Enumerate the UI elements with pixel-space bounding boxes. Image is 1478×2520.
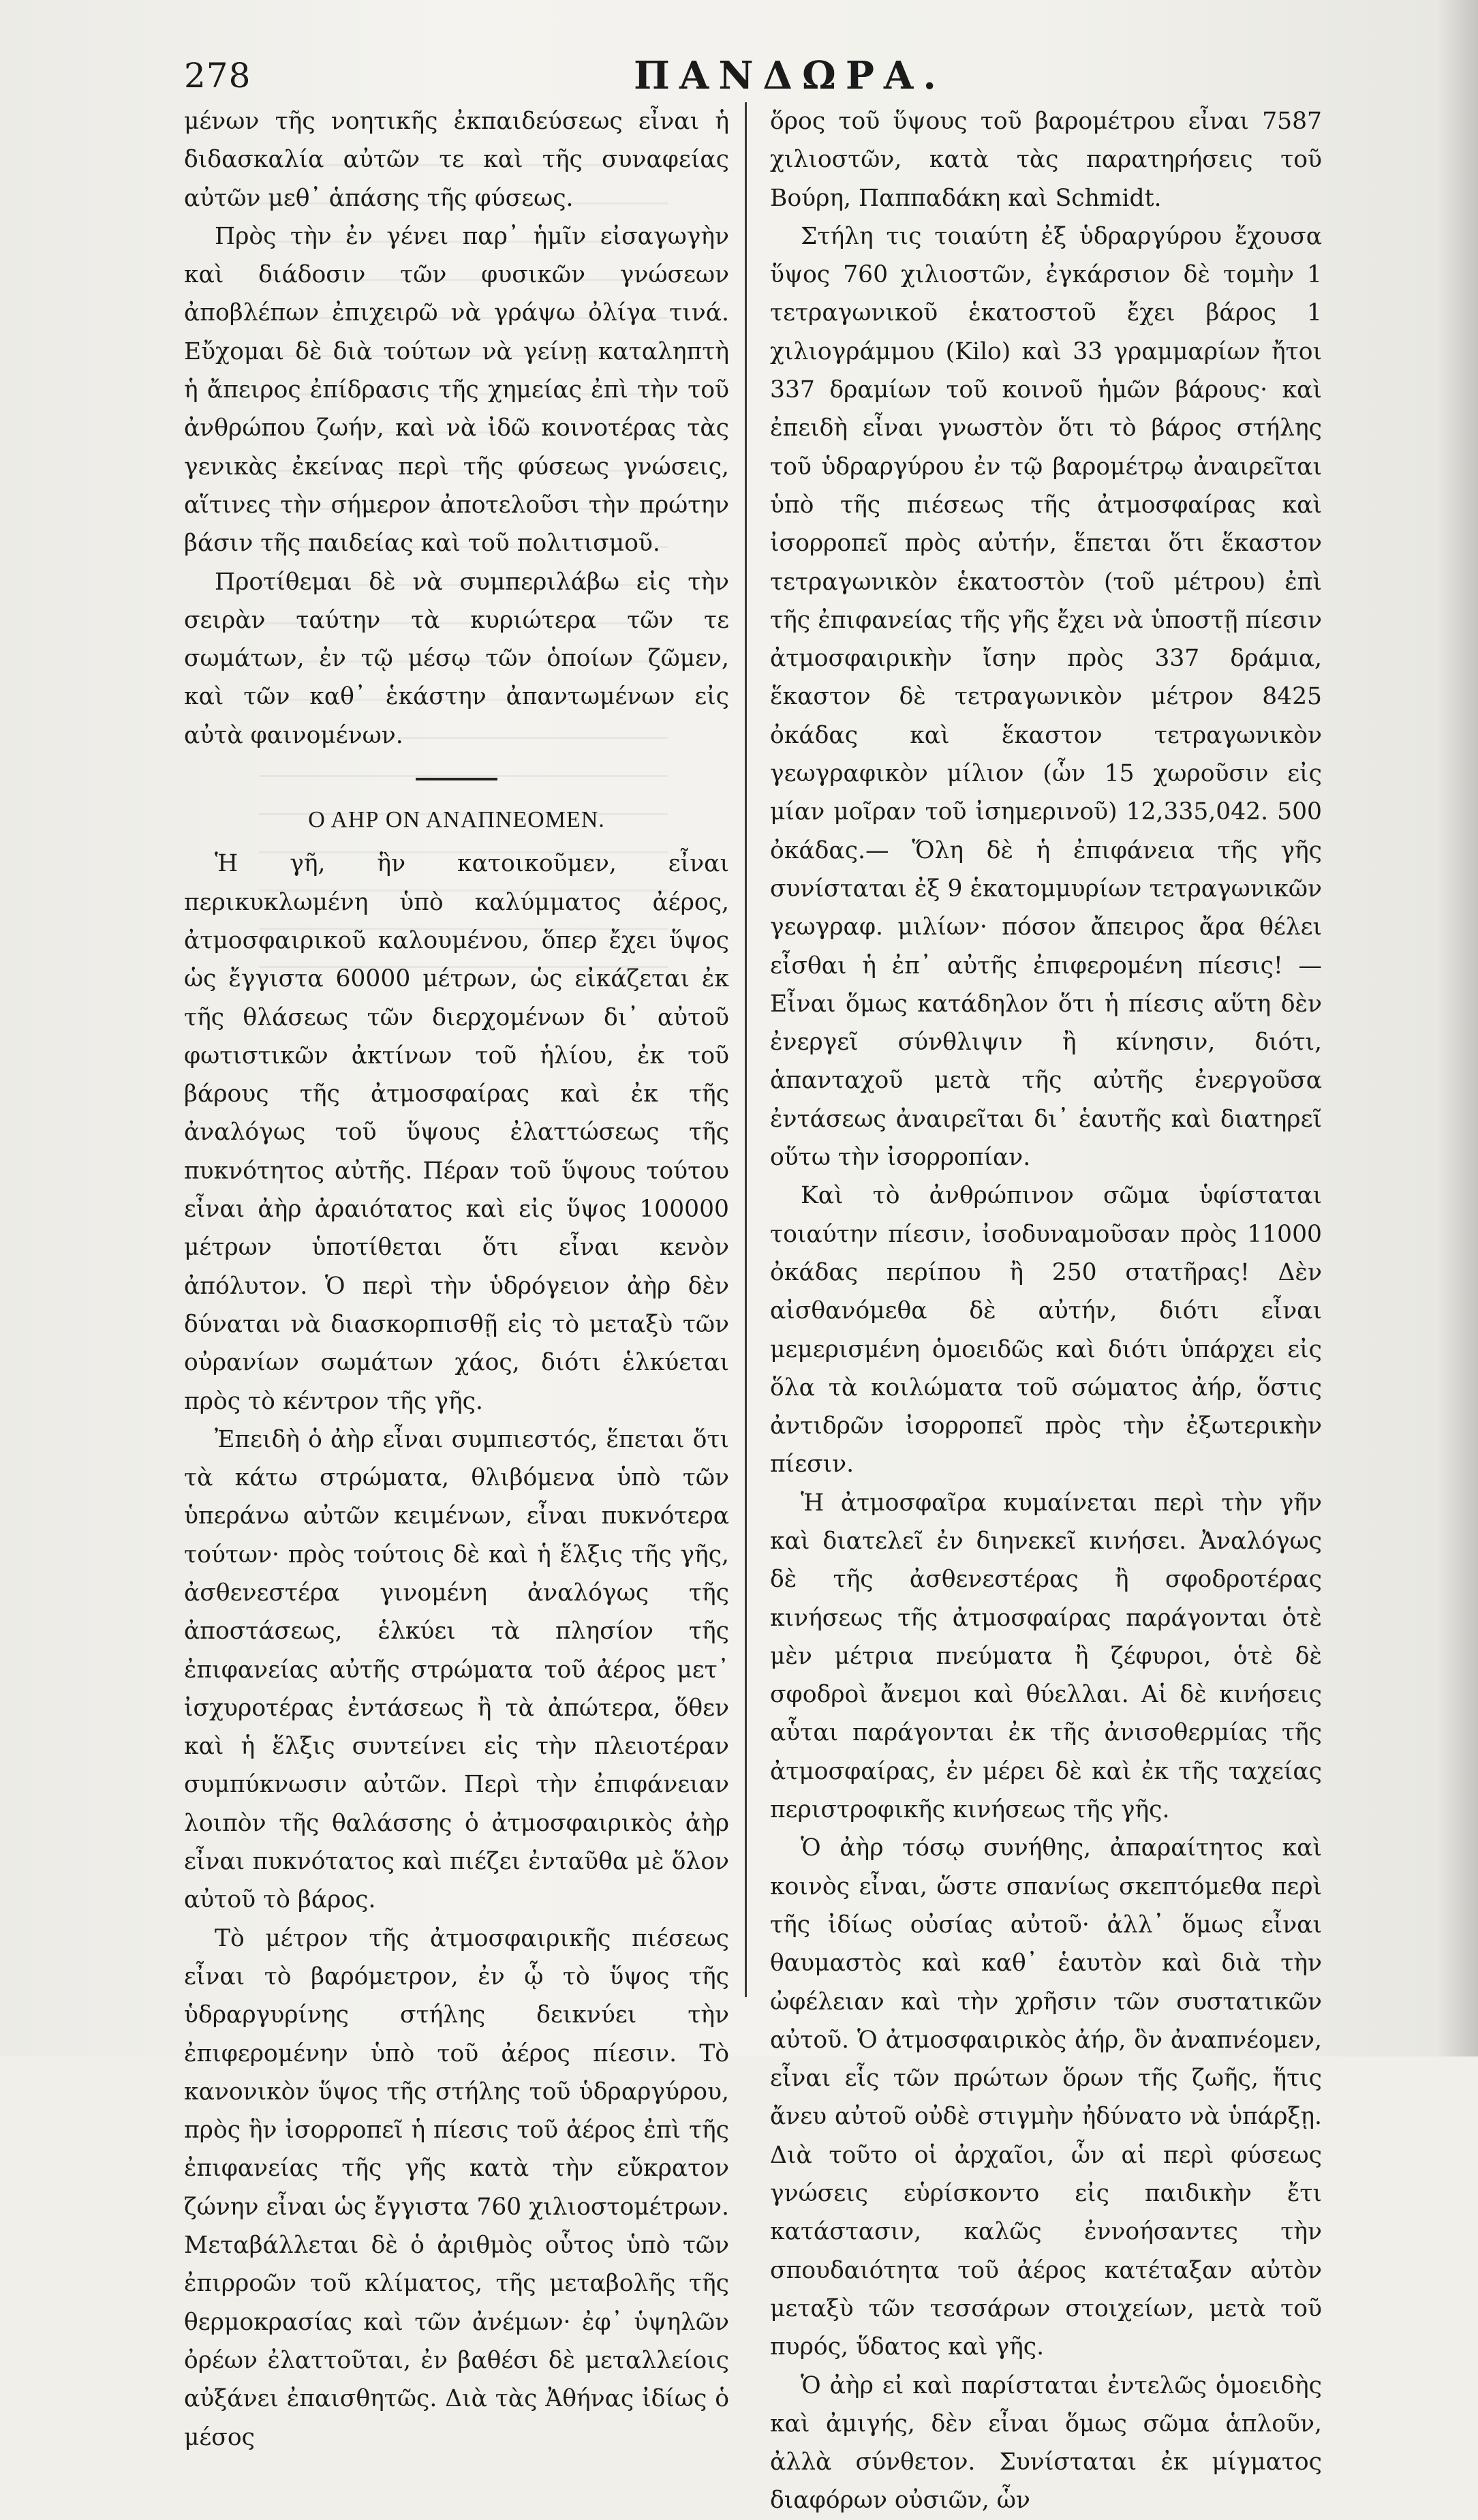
paragraph: Στήλη τις τοιαύτη ἐξ ὑδραργύρου ἔχουσα ὕψος 760 χιλιοστῶν, ἐγκάρσιον δὲ τομὴν 1 τετραγωνικοῦ ἑκατοστοῦ ἔχει βάρος 1 χιλιογράμμου (Kilo) καὶ 33 γραμμαρίων ἤτοι 337 δραμίων τοῦ κοινοῦ ἡμῶν βάρους· καὶ ἐπειδὴ εἶναι γνωστὸν ὅτι τὸ βάρος στήλης τοῦ ὑδραργύρου ἐν τῷ βαρομέτρῳ ἀναιρεῖται ὑπὸ τῆς πιέσεως τῆς ἀτμοσφαίρας καὶ ἰσορροπεῖ πρὸς αὐτήν, ἕπεται ὅτι ἕκαστον τετραγωνικὸν ἑκατοστὸν (τοῦ μέτρου) ἐπὶ τῆς ἐπιφανείας τῆς γῆς ἔχει νὰ ὑποστῇ πίεσιν ἀτμοσφαιρικὴν ἴσην πρὸς 337 δράμια, ἕκαστον δὲ τετραγωνικὸν μέτρον 8425 ὀκάδας καὶ ἕκαστον τετραγωνικὸν γεωγραφικὸν μίλιον (ὧν 15 χωροῦσιν εἰς μίαν μοῖραν τοῦ ἰσημερινοῦ) 12,335,042. 500 ὀκάδας.— Ὅλη δὲ ἡ ἐπιφάνεια τῆς γῆς συνίσταται ἐξ 9 ἑκατομμυρίων τετραγωνικῶν γεωγραφ. μιλίων· πόσον ἄπειρος ἄρα θέλει εἶσθαι ἡ ἐπ᾽ αὐτῆς ἐπιφερομένη πίεσις! — Εἶναι ὅμως κατάδηλον ὅτι ἡ πίεσις αὕτη δὲν ἐνεργεῖ σύνθλιψιν ἢ κίνησιν, διότι, ἁπανταχοῦ μετὰ τῆς αὐτῆς ἐνεργοῦσα ἐντάσεως ἀναιρεῖται δι᾽ ἑαυτῆς καὶ διατηρεῖ οὕτω τὴν ἰσορροπίαν. [770,222,1322,1172]
paragraph: Πρὸς τὴν ἐν γένει παρ᾽ ἡμῖν εἰσαγωγὴν καὶ διάδοσιν τῶν φυσικῶν γνώσεων ἀποβλέπων ἐπιχειρῶ νὰ γράψω ὀλίγα τινά. Εὔχομαι δὲ διὰ τούτων νὰ γείνῃ καταληπτὴ ἡ ἄπειρος ἐπίδρασις τῆς χημείας ἐπὶ τὴν τοῦ ἀνθρώπου ζωήν, καὶ νὰ ἰδῶ κοινοτέρας τὰς γενικὰς ἐκείνας περὶ τῆς φύσεως γνώσεις, αἵτινες τὴν σήμερον ἀποτελοῦσι τὴν πρώτην βάσιν τῆς παιδείας καὶ τοῦ πολιτισμοῦ. [184,222,729,558]
section-divider [416,778,497,780]
paragraph: Τὸ μέτρον τῆς ἀτμοσφαιρικῆς πιέσεως εἶναι τὸ βαρόμετρον, ἐν ᾧ τὸ ὕψος τῆς ὑδραργυρίνης στήλης δεικνύει τὴν ἐπιφερομένην ὑπὸ τοῦ ἀέρος πίεσιν. Τὸ κανονικὸν ὕψος τῆς στήλης τοῦ ὑδραργύρου, πρὸς ἣν ἰσορροπεῖ ἡ πίεσις τοῦ ἀέρος ἐπὶ τῆς ἐπιφανείας τῆς γῆς κατὰ τὴν εὔκρατον ζώνην εἶναι ὡς ἔγγιστα 760 χιλιοστομέτρων. Μεταβάλλεται δὲ ὁ ἀριθμὸς οὗτος ὑπὸ τῶν ἐπιρροῶν τοῦ κλίματος, τῆς μεταβολῆς τῆς θερμοκρασίας καὶ τῶν ἀνέμων· ἐφ᾽ ὑψηλῶν ὀρέων ἐλαττοῦται, ἐν βαθέσι δὲ μεταλλείοις αὐξάνει ἐπαισθητῶς. Διὰ τὰς Ἀθήνας ἰδίως ὁ μέσος [184,1924,729,2451]
page-number: 278 [184,56,251,95]
paragraph: Προτίθεμαι δὲ νὰ συμπεριλάβω εἰς τὴν σειρὰν ταύτην τὰ κυριώτερα τῶν τε σωμάτων, ἐν τῷ μέσῳ τῶν ὁποίων ζῶμεν, καὶ τῶν καθ᾽ ἑκάστην ἀπαντωμένων εἰς αὐτὰ φαινομένων. [184,568,729,749]
right-column [770,102,1322,2520]
running-title: ΠΑΝΔΩΡΑ. [634,53,946,98]
binding-shadow [1437,0,1478,2056]
paragraph: Ἡ γῆ, ἣν κατοικοῦμεν, εἶναι περικυκλωμένη ὑπὸ καλύμματος ἀέρος, ἀτμοσφαιρικοῦ καλουμένου, ὅπερ ἔχει ὕψος ὡς ἔγγιστα 60000 μέτρων, ὡς εἰκάζεται ἐκ τῆς θλάσεως τῶν διερχομένων δι᾽ αὐτοῦ φωτιστικῶν ἀκτίνων τοῦ ἡλίου, ἐκ τοῦ βάρους τῆς ἀτμοσφαίρας καὶ ἐκ τῆς ἀναλόγως τοῦ ὕψους ἐλαττώσεως τῆς πυκνότητος αὐτῆς. Πέραν τοῦ ὕψους τούτου εἶναι ἀὴρ ἀραιότατος καὶ εἰς ὕψος 100000 μέτρων ὑποτίθεται ὅτι εἶναι κενὸν ἀπόλυτον. Ὁ περὶ τὴν ὑδρόγειον ἀὴρ δὲν δύναται νὰ διασκορπισθῇ εἰς τὸ μεταξὺ τῶν οὐρανίων σωμάτων χάος, διότι ἑλκύεται πρὸς τὸ κέντρον τῆς γῆς. [184,850,729,1415]
page-header [184,41,1403,109]
left-column [184,102,729,2457]
paragraph: Καὶ τὸ ἀνθρώπινον σῶμα ὑφίσταται τοιαύτην πίεσιν, ἰσοδυναμοῦσαν πρὸς 11000 ὀκάδας περίπου ἢ 250 στατῆρας! Δὲν αἰσθανόμεθα δὲ αὐτήν, διότι εἶναι μεμερισμένη ὁμοειδῶς καὶ διότι ὑπάρχει εἰς ὅλα τὰ κοιλώματα τοῦ σώματος ἀήρ, ὅστις ἀντιδρῶν ἰσορροπεῖ πρὸς τὴν ἐξωτερικὴν πίεσιν. [770,1182,1322,1478]
column-divider [745,102,747,1997]
paragraph: Ὁ ἀὴρ εἰ καὶ παρίσταται ἐντελῶς ὁμοειδὴς καὶ ἀμιγής, δὲν εἶναι ὅμως σῶμα ἁπλοῦν, ἀλλὰ σύνθετον. Συνίσταται ἐκ μίγματος διαφόρων οὐσιῶν, ὧν [770,2371,1322,2515]
section-heading: Ο ΑΗΡ ΟΝ ΑΝΑΠΝΕΟΜΕΝ. [308,807,605,833]
paragraph: Ὁ ἀὴρ τόσῳ συνήθης, ἀπαραίτητος καὶ κοινὸς εἶναι, ὥστε σπανίως σκεπτόμεθα περὶ τῆς ἰδίως οὐσίας αὐτοῦ· ἀλλ᾽ ὅμως εἶναι θαυμαστὸς καὶ καθ᾽ ἑαυτὸν καὶ διὰ τὴν ὠφέλειαν καὶ τὴν χρῆσιν τῶν συστατικῶν αὐτοῦ. Ὁ ἀτμοσφαιρικὸς ἀήρ, ὃν ἀναπνέομεν, εἶναι εἷς τῶν πρώτων ὅρων τῆς ζωῆς, ἥτις ἄνευ αὐτοῦ οὐδὲ στιγμὴν ἠδύνατο νὰ ὑπάρξῃ. Διὰ τοῦτο οἱ ἀρχαῖοι, ὧν αἱ περὶ φύσεως γνώσεις εὑρίσκοντο εἰς παιδικὴν ἔτι κατάστασιν, καλῶς ἐννοήσαντες τὴν σπουδαιότητα τοῦ ἀέρος κατέταξαν αὐτὸν μεταξὺ τῶν τεσσάρων στοιχείων, μετὰ τοῦ πυρός, ὕδατος καὶ γῆς. [770,1834,1322,2361]
paragraph: μένων τῆς νοητικῆς ἐκπαιδεύσεως εἶναι ἡ διδασκαλία αὐτῶν τε καὶ τῆς συναφείας αὐτῶν μεθ᾽ ἁπάσης τῆς φύσεως. [184,108,729,212]
paragraph: ὅρος τοῦ ὕψους τοῦ βαρομέτρου εἶναι 7587 χιλιοστῶν, κατὰ τὰς παρατηρήσεις τοῦ Βούρη, Παππαδάκη καὶ Schmidt. [770,108,1322,212]
paragraph: Ἡ ἀτμοσφαῖρα κυμαίνεται περὶ τὴν γῆν καὶ διατελεῖ ἐν διηνεκεῖ κινήσει. Ἀναλόγως δὲ τῆς ἀσθενεστέρας ἢ σφοδροτέρας κινήσεως τῆς ἀτμοσφαίρας παράγονται ὁτὲ μὲν μέτρια πνεύματα ἢ ζέφυροι, ὁτὲ δὲ σφοδροὶ ἄνεμοι καὶ θύελλαι. Αἱ δὲ κινήσεις αὗται παράγονται ἐκ τῆς ἀνισοθερμίας τῆς ἀτμοσφαίρας, ἐν μέρει δὲ καὶ ἐκ τῆς ταχείας περιστροφικῆς κινήσεως τῆς γῆς. [770,1489,1322,1824]
paragraph: Ἐπειδὴ ὁ ἀὴρ εἶναι συμπιεστός, ἕπεται ὅτι τὰ κάτω στρώματα, θλιβόμενα ὑπὸ τῶν ὑπεράνω αὐτῶν κειμένων, εἶναι πυκνότερα τούτων· πρὸς τούτοις δὲ καὶ ἡ ἕλξις τῆς γῆς, ἀσθενεστέρα γινομένη ἀναλόγως τῆς ἀποστάσεως, ἑλκύει τὰ πλησίον τῆς ἐπιφανείας αὐτῆς στρώματα τοῦ ἀέρος μετ᾽ ἰσχυροτέρας ἐντάσεως ἢ τὰ ἀπώτερα, ὅθεν καὶ ἡ ἕλξις συντείνει εἰς τὴν πλειοτέραν συμπύκνωσιν αὐτῶν. Περὶ τὴν ἐπιφάνειαν λοιπὸν τῆς θαλάσσης ὁ ἀτμοσφαιρικὸς ἀὴρ εἶναι πυκνότατος καὶ πιέζει ἐνταῦθα μὲ ὅλον αὐτοῦ τὸ βάρος. [184,1425,729,1914]
